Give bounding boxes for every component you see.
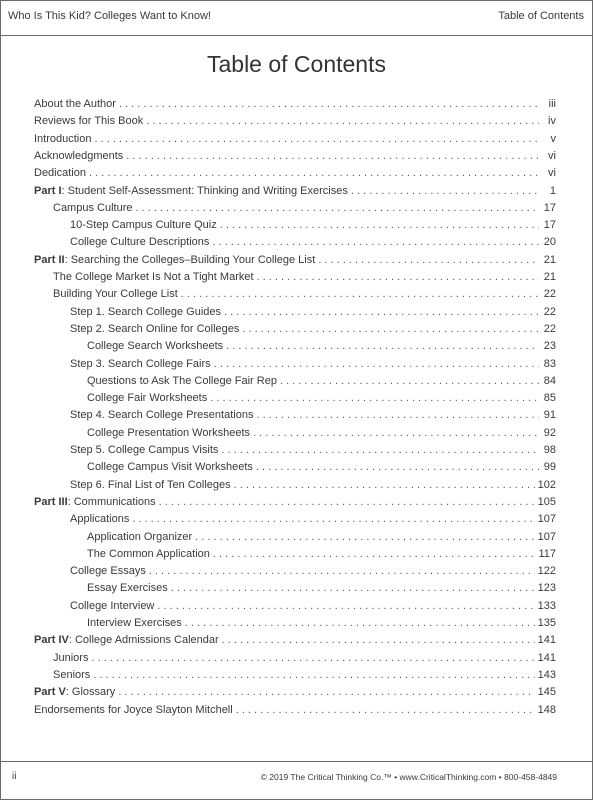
toc-entry (70, 304, 556, 320)
toc-entry (70, 563, 556, 579)
toc-entry-label: : Searching the Colleges–Building Your College List (64, 253, 316, 266)
toc-entry-label: Reviews for This Book (34, 115, 144, 128)
toc-page-number: 1 (549, 184, 556, 197)
toc-entry (70, 511, 556, 527)
toc-page-number: 84 (543, 374, 556, 387)
dot-leader (253, 425, 539, 441)
dot-leader (224, 304, 539, 320)
toc-entry (70, 442, 556, 458)
footer-page-number: ii (12, 771, 17, 782)
dot-leader (242, 321, 539, 337)
toc-entry-title (70, 563, 146, 579)
dot-leader (256, 459, 539, 475)
toc-entry (70, 356, 556, 372)
toc-entry (87, 459, 556, 475)
toc-page-number: 21 (543, 253, 556, 266)
toc-entry (70, 407, 556, 423)
toc-entry-label: Campus Culture (53, 201, 133, 214)
dot-leader (213, 546, 536, 562)
toc-entry-label: : College Admissions Calendar (68, 634, 219, 647)
toc-entry-title (34, 684, 115, 700)
toc-page-number: v (550, 132, 556, 145)
dot-leader (93, 667, 534, 683)
dot-leader (280, 373, 539, 389)
dot-leader (351, 183, 539, 199)
dot-leader (222, 632, 535, 648)
toc-entry-title (53, 200, 132, 216)
toc-entry (34, 684, 556, 700)
dot-leader (89, 165, 539, 181)
toc-entry-title (70, 442, 218, 458)
toc-entry-title (34, 113, 143, 129)
toc-entry-title (70, 511, 129, 527)
dot-leader (146, 113, 539, 129)
dot-leader (226, 338, 539, 354)
toc-entry (87, 529, 556, 545)
toc-page-number: 21 (543, 271, 556, 283)
toc-entry-title (53, 650, 88, 666)
toc-entry-label: Essay Exercises (87, 582, 168, 595)
toc-entry-label: Application Organizer (87, 530, 193, 543)
toc-entry (87, 425, 556, 441)
dot-leader (118, 684, 534, 700)
toc-entry-title (87, 459, 253, 475)
toc-entry (70, 217, 556, 233)
toc-entry-title (87, 529, 192, 545)
toc-entry-label: College Search Worksheets (87, 340, 224, 353)
toc-entry-label: About the Author (34, 98, 116, 110)
toc-entry-label: College Presentation Worksheets (87, 426, 251, 439)
toc-entry-title (87, 425, 250, 441)
dot-leader (220, 217, 539, 233)
toc-entry-label: Step 6. Final List of Ten Colleges (70, 478, 231, 491)
toc-entry-label: College Interview (70, 599, 155, 612)
toc-entry-title (34, 702, 233, 718)
toc-entry-label: Step 1. Search College Guides (70, 305, 222, 318)
toc-entry (53, 286, 556, 302)
toc-entry (87, 338, 556, 354)
toc-entry-label: Acknowledgments (34, 149, 124, 162)
footer-credit: © 2019 The Critical Thinking Co.™ • www.CriticalThinking.com • 800-458-4849 (260, 772, 557, 782)
toc-entry (34, 702, 556, 718)
toc-entry-title (34, 131, 91, 147)
dot-leader (185, 615, 535, 631)
dot-leader (212, 234, 539, 250)
toc-entry (70, 477, 556, 493)
toc-entry (87, 580, 556, 596)
toc-part-label: Part II (34, 253, 65, 266)
dot-leader (234, 477, 535, 493)
toc-entry-label: : Student Self-Assessment: Thinking and Writing Exercises (61, 184, 348, 197)
toc-entry-label: Step 4. Search College Presentations (70, 409, 254, 422)
toc-page-number: 107 (537, 530, 556, 543)
toc-page-number: 23 (543, 340, 556, 353)
toc-entry (34, 183, 556, 199)
toc-entry-title (34, 165, 86, 181)
toc-entry-title (70, 217, 217, 233)
toc-page-number: 22 (543, 322, 556, 335)
toc-entry-label: College Fair Worksheets (87, 392, 208, 405)
toc-entry (34, 131, 556, 147)
toc-entry-title (87, 615, 182, 631)
toc-entry-title (34, 183, 348, 199)
toc-page-number: 98 (543, 444, 556, 456)
toc-page-number: iii (548, 98, 556, 110)
dot-leader (195, 529, 534, 545)
toc-entry-title (34, 148, 123, 164)
dot-leader (149, 563, 535, 579)
toc-page-number: vi (548, 167, 556, 180)
dot-leader (236, 702, 535, 718)
toc-page-number: 83 (543, 357, 556, 370)
toc-entry-label: Introduction (34, 132, 92, 145)
toc-page-number: 17 (543, 219, 556, 232)
running-header-section: Table of Contents (498, 10, 584, 22)
dot-leader (159, 494, 535, 510)
page-title: Table of Contents (206, 51, 386, 77)
toc-entry-title (34, 252, 315, 268)
toc-entry (53, 667, 556, 683)
toc-page-number: 117 (538, 547, 556, 560)
toc-entry-title (87, 580, 168, 596)
toc-page-number: 20 (543, 236, 556, 249)
toc-entry-title (53, 667, 90, 683)
dot-leader (135, 200, 539, 216)
toc-page-number: 123 (537, 582, 556, 595)
toc-entry (34, 113, 556, 129)
toc-entry-title (53, 286, 178, 302)
toc-part-label: Part IV (34, 634, 69, 647)
toc-entry-label: College Essays (70, 565, 146, 578)
toc-entry-title (87, 546, 210, 562)
dot-leader (119, 96, 539, 112)
toc-page-number: 91 (543, 409, 556, 422)
toc-entry-label: The College Market Is Not a Tight Market (53, 271, 254, 283)
toc-entry-title (70, 304, 221, 320)
toc-entry-label: Interview Exercises (87, 617, 182, 629)
dot-leader (157, 598, 534, 614)
toc-entry-title (70, 356, 211, 372)
toc-page-number: 133 (537, 599, 556, 612)
toc-entry-label: The Common Application (87, 547, 210, 560)
toc-entry (34, 252, 556, 268)
toc-entry-label: College Campus Visit Worksheets (87, 461, 253, 474)
toc-entry-label: Questions to Ask The College Fair Rep (87, 374, 277, 387)
toc-entry (53, 269, 556, 285)
dot-leader (210, 390, 539, 406)
toc-entry-title (70, 407, 253, 423)
toc-part-label: Part III (34, 495, 68, 508)
toc-part-label: Part I (34, 184, 62, 197)
toc-entry (87, 373, 556, 389)
dot-leader (257, 269, 539, 285)
toc-entry (34, 494, 556, 510)
toc-entry (34, 165, 556, 181)
toc-page-number: 145 (537, 686, 556, 699)
dot-leader (256, 407, 539, 423)
toc-entry (87, 390, 556, 406)
toc-entry-label: : Communications (67, 495, 156, 508)
toc-entry-title (87, 338, 223, 354)
toc-page-number: 102 (537, 478, 556, 491)
toc-entry-title (70, 477, 231, 493)
toc-entry-label: Building Your College List (53, 288, 178, 301)
dot-leader (132, 511, 534, 527)
dot-leader (171, 580, 535, 596)
toc-page-number: 141 (537, 651, 556, 664)
toc-page-number: vi (548, 149, 556, 162)
toc-entry-title (87, 390, 207, 406)
toc-entry-label: : Glossary (65, 686, 116, 699)
toc-page-number: 105 (537, 495, 556, 508)
toc-entry-title (70, 234, 209, 250)
toc-entry-label: College Culture Descriptions (70, 236, 210, 249)
toc-entry (70, 234, 556, 250)
toc-entry-label: Juniors (53, 651, 89, 664)
footer-divider (0, 761, 593, 762)
toc-entry-label: Step 2. Search Online for Colleges (70, 322, 240, 335)
toc-page-number: 92 (543, 426, 556, 439)
dot-leader (126, 148, 539, 164)
toc-page-number: 99 (543, 461, 556, 474)
toc-entry-label: 10-Step Campus Culture Quiz (70, 219, 217, 232)
toc-entry-label: Step 3. Search College Fairs (70, 357, 211, 370)
toc-entry-label: Step 5. College Campus Visits (70, 444, 219, 456)
toc-entry-label: Applications (70, 513, 130, 526)
dot-leader (91, 650, 534, 666)
toc-page-number: 143 (537, 668, 556, 681)
toc-page-number: iv (548, 115, 556, 128)
dot-leader (318, 252, 539, 268)
toc-entry-title (70, 321, 239, 337)
toc-entry-label: Seniors (53, 668, 91, 681)
toc-page-number: 22 (543, 288, 556, 301)
toc-entry (53, 200, 556, 216)
toc-entry-label: Endorsements for Joyce Slayton Mitchell (34, 703, 233, 716)
toc-entry (70, 321, 556, 337)
toc-entry-title (53, 269, 254, 285)
toc-page-number: 141 (537, 634, 556, 647)
toc-entry-title (34, 96, 116, 112)
toc-entry (34, 96, 556, 112)
toc-entry (34, 632, 556, 648)
toc-entry-label: Dedication (34, 167, 86, 180)
dot-leader (214, 356, 539, 372)
toc-entry (53, 650, 556, 666)
dot-leader (94, 131, 539, 147)
toc-page-number: 148 (537, 703, 556, 716)
dot-leader (221, 442, 539, 458)
toc-page-number: 135 (537, 617, 556, 629)
toc-entry (70, 598, 556, 614)
toc-entry-title (34, 494, 156, 510)
toc-page-number: 107 (537, 513, 556, 526)
dot-leader (181, 286, 539, 302)
toc-page-number: 17 (543, 201, 556, 214)
toc-entry-title (87, 373, 277, 389)
toc-entry (87, 546, 556, 562)
toc-entry (34, 148, 556, 164)
toc-page-number: 85 (543, 392, 556, 405)
running-header-book-title: Who Is This Kid? Colleges Want to Know! (8, 10, 211, 22)
toc-page-number: 22 (543, 305, 556, 318)
toc-entry (87, 615, 556, 631)
toc-page-number: 122 (537, 565, 556, 578)
toc-entry-title (34, 632, 219, 648)
toc-part-label: Part V (34, 686, 66, 699)
toc-entry-title (70, 598, 154, 614)
